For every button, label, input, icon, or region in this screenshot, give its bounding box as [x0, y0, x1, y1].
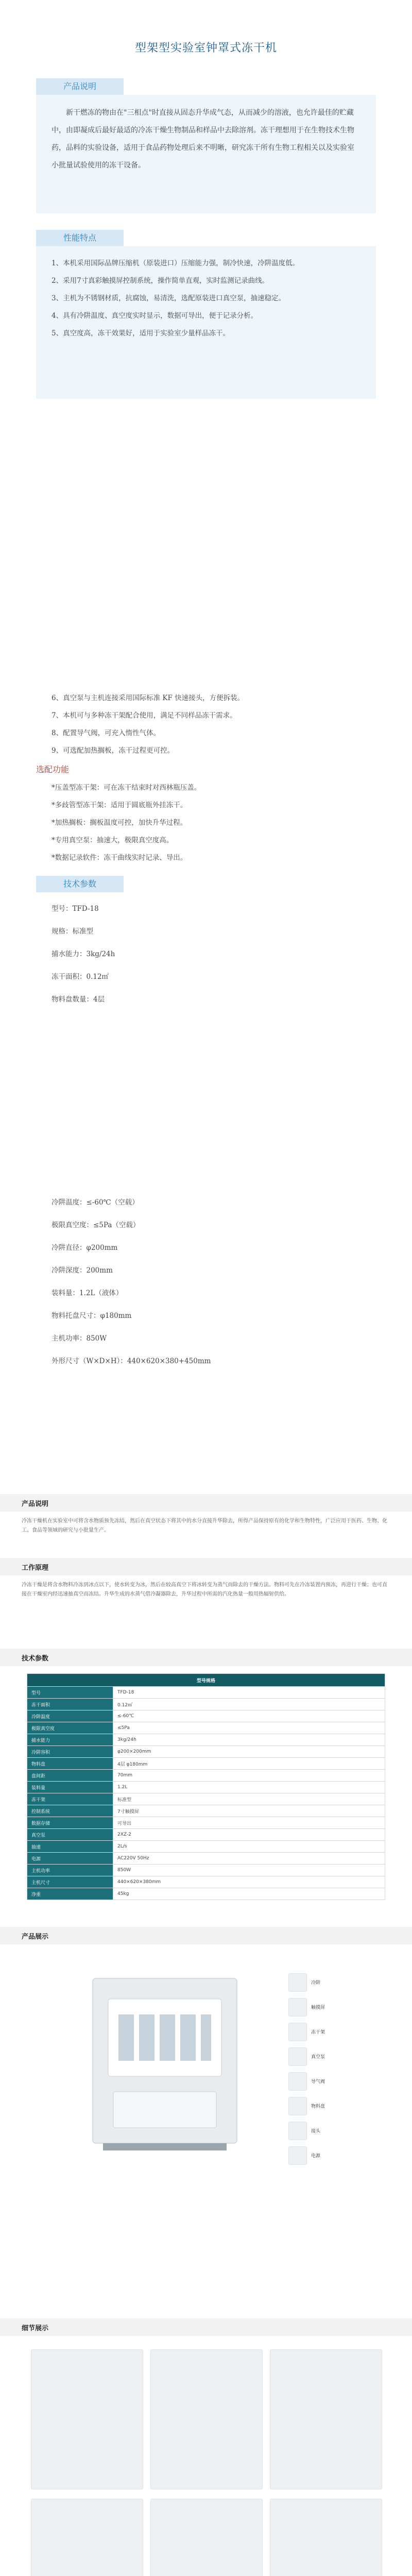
table-value-cell: 标准型 — [113, 1793, 385, 1805]
table-key-cell: 主机尺寸 — [27, 1876, 113, 1888]
feature-item: 7、本机可与多种冻干架配合使用，满足不同样品冻干需求。 — [52, 711, 237, 720]
detail-photo — [31, 2349, 143, 2489]
section-banner-table — [0, 1649, 412, 1666]
spec-item: 物料盘数量：4层 — [52, 995, 105, 1004]
features-card — [36, 246, 376, 399]
table-key-cell: 捕水能力 — [27, 1734, 113, 1746]
part-thumbnail — [288, 2072, 307, 2091]
feature-item: 4、具有冷阱温度、真空度实时显示，数据可导出，便于记录分析。 — [52, 312, 258, 320]
option-item: *专用真空泵：抽速大，极限真空度高。 — [52, 836, 174, 844]
table-row — [27, 1841, 385, 1853]
table-row — [27, 1805, 385, 1817]
option-item: *压盖型冻干架：可在冻干结束时对西林瓶压盖。 — [52, 784, 201, 792]
spec-item: 极限真空度：≤5Pa（空载） — [52, 1221, 140, 1229]
table-value-cell: TFD-18 — [113, 1687, 385, 1699]
table-value-cell: 2XZ-2 — [113, 1829, 385, 1841]
section-banner-details — [0, 2318, 412, 2336]
features-list — [36, 246, 376, 350]
section-heading-options: 选配功能 — [36, 765, 70, 774]
table-key-cell: 真空泵 — [27, 1829, 113, 1841]
table-key-cell: 盘间距 — [27, 1770, 113, 1782]
part-label: 触摸屏 — [311, 2005, 325, 2010]
table-key-cell: 电源 — [27, 1853, 113, 1865]
table-key-cell: 型号 — [27, 1687, 113, 1699]
section-heading-details: 细节展示 — [22, 2325, 49, 2332]
option-item: *多歧管型冻干架：适用于圆底瓶外挂冻干。 — [52, 801, 187, 809]
spec-item: 冷阱直径：φ200mm — [52, 1244, 118, 1252]
part-label: 冷阱 — [311, 1980, 321, 1986]
table-header-row — [27, 1674, 385, 1687]
spec-item: 型号：TFD-18 — [52, 905, 99, 913]
table-row — [27, 1734, 385, 1746]
table-row — [27, 1817, 385, 1829]
section-heading-intro: 产品说明 — [36, 78, 124, 95]
table-value-cell: AC220V 50Hz — [113, 1853, 385, 1865]
spec-table — [27, 1673, 385, 1900]
feature-item: 2、采用7寸真彩触摸屏控制系统，操作简单直观，实时监测记录曲线。 — [52, 277, 269, 285]
product-intro-text: 冷冻干燥机在实验室中可将含水物质预先冻结，然后在真空状态下将其中的水分直接升华除去，所得产品保持原有的化学和生物特性，广泛应用于医药、生物、化工、食品等领域的研究与小批量生产。 — [22, 1518, 387, 1533]
freeze-dryer-illustration — [62, 1958, 268, 2164]
table-key-cell: 极限真空度 — [27, 1722, 113, 1734]
table-value-cell: 850W — [113, 1865, 385, 1876]
table-row — [27, 1853, 385, 1865]
detail-photo — [150, 2349, 263, 2489]
part-thumbnail — [288, 2122, 307, 2140]
table-key-cell: 冷阱温度 — [27, 1710, 113, 1722]
table-value-cell: 45kg — [113, 1888, 385, 1900]
option-item: *加热搁板：搁板温度可控，加快升华过程。 — [52, 819, 187, 827]
table-row — [27, 1865, 385, 1876]
product-image — [62, 1958, 268, 2164]
table-value-cell: 3kg/24h — [113, 1734, 385, 1746]
table-key-cell: 冻干架 — [27, 1793, 113, 1805]
feature-item: 6、真空泵与主机连接采用国际标准 KF 快速接头，方便拆装。 — [52, 694, 245, 702]
feature-item: 1、本机采用国际品牌压缩机（原装进口）压缩能力强，制冷快速，冷阱温度低。 — [52, 259, 300, 267]
spec-item: 冻干面积：0.12㎡ — [52, 973, 109, 981]
spec-item: 装料量：1.2L（液体） — [52, 1289, 123, 1297]
principle-text: 冷冻干燥是将含水物料冷冻到冰点以下，使水转变为冰，然后在较高真空下将冰转变为蒸气而除去的干燥方法。物料可先在冷冻装置内预冻，再进行干燥；也可直接在干燥室内经迅速抽真空而冻结。升华生成的水蒸气借冷凝器除去，升华过程中所需的汽化热量一般用热辐射供给。 — [22, 1582, 387, 1597]
table-value-cell: 7寸触摸屏 — [113, 1805, 385, 1817]
part-thumbnail — [288, 1973, 307, 1992]
table-value-cell: 1.2L — [113, 1782, 385, 1793]
part-thumbnail — [288, 2047, 307, 2066]
part-label: 导气阀 — [311, 2079, 325, 2084]
part-thumbnail — [288, 2146, 307, 2165]
feature-item: 3、主机为不锈钢材质，抗腐蚀，易清洗，选配原装进口真空泵，抽速稳定。 — [52, 294, 286, 302]
table-row — [27, 1782, 385, 1793]
table-key-cell: 物料盘 — [27, 1758, 113, 1770]
page-title: 型架型实验室钟罩式冻干机 — [134, 42, 277, 55]
detail-photo — [270, 2499, 382, 2576]
spec-item: 外形尺寸（W×D×H）：440×620×380+450mm — [52, 1357, 211, 1365]
section-heading-specs: 技术参数 — [36, 876, 124, 892]
option-item: *数据记录软件：冻干曲线实时记录、导出。 — [52, 854, 187, 862]
table-value-cell: ≤-60℃ — [113, 1710, 385, 1722]
feature-item: 8、配置导气阀，可充入惰性气体。 — [52, 729, 161, 737]
table-value-cell: 4层 φ180mm — [113, 1758, 385, 1770]
part-label: 冻干架 — [311, 2030, 325, 2035]
table-value-cell: φ200×200mm — [113, 1746, 385, 1758]
section-heading-features: 性能特点 — [36, 230, 124, 246]
section-heading-principle: 工作原理 — [22, 1564, 49, 1572]
table-row — [27, 1888, 385, 1900]
detail-photo — [150, 2499, 263, 2576]
part-label: 真空泵 — [311, 2055, 325, 2060]
part-label: 物料盘 — [311, 2104, 325, 2109]
part-thumbnail — [288, 1998, 307, 2016]
spec-list — [52, 897, 371, 1011]
section-banner-product — [0, 1494, 412, 1512]
table-row — [27, 1793, 385, 1805]
options-list — [52, 779, 371, 867]
table-key-cell: 数据存储 — [27, 1817, 113, 1829]
section-heading-display: 产品展示 — [22, 1933, 49, 1941]
table-row — [27, 1687, 385, 1699]
detail-photo — [31, 2499, 143, 2576]
table-row — [27, 1876, 385, 1888]
table-key-cell: 装料量 — [27, 1782, 113, 1793]
table-row — [27, 1722, 385, 1734]
table-value-cell: ≤5Pa — [113, 1722, 385, 1734]
spec-item: 主机功率：850W — [52, 1334, 107, 1343]
table-key-cell: 控制系统 — [27, 1805, 113, 1817]
table-row — [27, 1699, 385, 1710]
section-heading-product: 产品说明 — [22, 1500, 49, 1508]
table-value-cell: 0.12㎡ — [113, 1699, 385, 1710]
spec-item: 规格：标准型 — [52, 927, 93, 936]
feature-item: 9、可选配加热搁板，冻干过程更可控。 — [52, 747, 175, 755]
part-label: 接头 — [311, 2129, 321, 2134]
table-key-cell: 抽速 — [27, 1841, 113, 1853]
table-value-cell: 2L/s — [113, 1841, 385, 1853]
part-thumbnail — [288, 2097, 307, 2115]
table-row — [27, 1770, 385, 1782]
feature-item: 5、真空度高，冻干效果好，适用于实验室少量样品冻干。 — [52, 329, 230, 337]
part-label: 电源 — [311, 2154, 321, 2159]
table-row — [27, 1710, 385, 1722]
spec-item: 捕水能力：3kg/24h — [52, 950, 115, 958]
part-thumbnail — [288, 2023, 307, 2041]
section-heading-table: 技术参数 — [22, 1655, 49, 1663]
table-row — [27, 1758, 385, 1770]
spec-item: 冷阱温度：≤-60℃（空载） — [52, 1198, 139, 1207]
spec-list-2 — [52, 1191, 371, 1372]
table-key-cell: 净重 — [27, 1888, 113, 1900]
spec-item: 物料托盘尺寸：φ180mm — [52, 1312, 132, 1320]
table-value-cell: 440×620×380mm — [113, 1876, 385, 1888]
intro-text: 新干燃冻的物由在"三相点"时直接从固态升华成气态，从而减少的溶液，也允许最佳的贮藏中，由即凝成后最好最适的冷冻干燥生物制品和样品中去除溶剂。冻干理想用于在生物技术生物药，品料的实验设备，适用于食品药物处理后来不明晰，研究冻干所有生物工程相关以及实验室小批量试验使用的冻干设备。 — [52, 109, 354, 170]
table-value-cell: 70mm — [113, 1770, 385, 1782]
table-key-cell: 冻干面积 — [27, 1699, 113, 1710]
table-header-cell: 型号规格 — [27, 1674, 385, 1687]
table-row — [27, 1746, 385, 1758]
detail-photo — [270, 2349, 382, 2489]
table-key-cell: 主机功率 — [27, 1865, 113, 1876]
table-value-cell: 可导出 — [113, 1817, 385, 1829]
more-feature-list — [52, 689, 371, 759]
table-key-cell: 冷阱容积 — [27, 1746, 113, 1758]
intro-card — [36, 95, 376, 213]
section-banner-principle — [0, 1558, 412, 1575]
spec-item: 冷阱深度：200mm — [52, 1266, 113, 1275]
table-row — [27, 1829, 385, 1841]
section-banner-display — [0, 1927, 412, 1944]
